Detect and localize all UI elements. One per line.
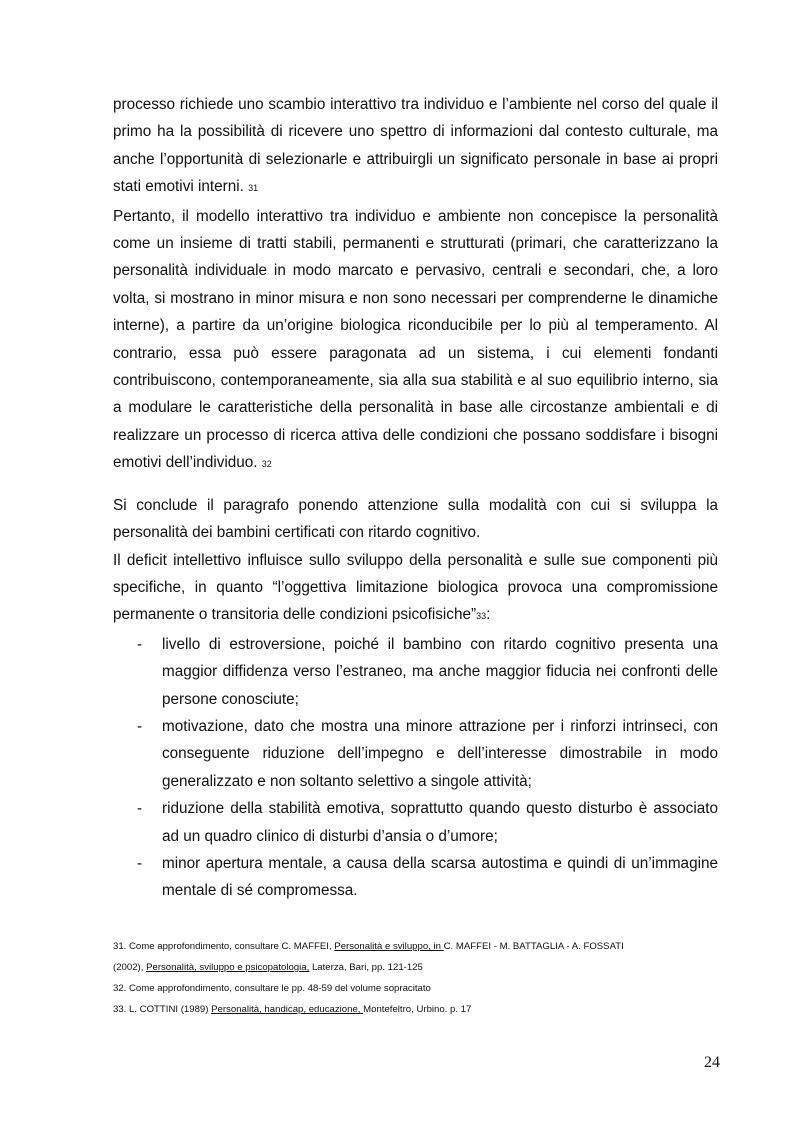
paragraph: Il deficit intellettivo influisce sullo sviluppo della personalità e sulle sue componenti più specifiche, in quanto “l’oggettiva limitazione biologica provoca una compromissione permanente o transitoria delle condizioni psicofisiche”33: bbox=[113, 551, 718, 624]
main-text bbox=[113, 91, 718, 905]
footnote-31-cont: (2002), Personalità, sviluppo e psicopatologia, Laterza, Bari, pp. 121-125 bbox=[113, 962, 423, 973]
footnote-31: 31. Come approfondimento, consultare C. MAFFEI, Personalità e sviluppo, in C. MAFFEI - M. BATTAGLIA - A. FOSSATI bbox=[113, 941, 624, 952]
bullet-dash: - bbox=[137, 717, 143, 735]
bullet-list bbox=[113, 631, 718, 905]
footnotes bbox=[113, 936, 723, 1020]
bullet-dash: - bbox=[137, 800, 143, 818]
bullet-dash: - bbox=[137, 854, 143, 872]
bullet-dash: - bbox=[137, 635, 143, 653]
footnote-ref: 32 bbox=[261, 459, 272, 470]
footnote-ref: 31 bbox=[248, 183, 259, 194]
page-number: 24 bbox=[704, 1054, 720, 1071]
list-item: - riduzione della stabilità emotiva, soprattutto quando questo disturbo è associato ad un quadro clinico di disturbi d’ansia o d’umore; bbox=[113, 795, 718, 850]
paragraph: processo richiede uno scambio interattivo tra individuo e l’ambiente nel corso del quale il primo ha la possibilità di ricevere uno spettro di informazioni dal contesto culturale, ma anche l’opportunità di selezionarle e attribuirgli un significato personale in base ai propri stati emotivi interni. 31 bbox=[113, 96, 718, 196]
footnote-32: 32. Come approfondimento, consultare le pp. 48-59 del volume sopracitato bbox=[113, 983, 431, 994]
list-item: - livello di estroversione, poiché il bambino con ritardo cognitivo presenta una maggior diffidenza verso l’estraneo, ma anche maggior fiducia nei confronti delle persone conosciute; bbox=[113, 631, 718, 713]
list-item: - motivazione, dato che mostra una minore attrazione per i rinforzi intrinseci, con conseguente riduzione dell’impegno e dell’interesse dimostrabile in modo generalizzato e non soltanto selettivo a singole attività; bbox=[113, 713, 718, 795]
footnote-33: 33. L. COTTINI (1989) Personalità, handicap, educazione, Montefeltro, Urbino. p. 17 bbox=[113, 1004, 472, 1015]
footnote-ref: 33 bbox=[476, 611, 487, 622]
paragraph: Pertanto, il modello interattivo tra individuo e ambiente non concepisce la personalità come un insieme di tratti stabili, permanenti e strutturati (primari, che caratterizzano la personalità individuale in modo marcato e pervasivo, centrali e secondari, che, a loro volta, si mostrano in minor misura e non sono necessari per comprenderne le dinamiche interne), a partire da un’origine biologica riconducibile per lo più al temperamento. Al contrario, essa può essere paragonata ad un sistema, i cui elementi fondanti contribuiscono, contemporaneamente, sia alla sua stabilità e al suo equilibrio interno, sia a modulare le caratteristiche della personalità in base alle circostanze ambientali e di realizzare un processo di ricerca attiva delle condizioni che possano soddisfare i bisogni emotivi dell’individuo. 32 bbox=[113, 207, 718, 472]
list-item: - minor apertura mentale, a causa della scarsa autostima e quindi di un’immagine mentale di sé compromessa. bbox=[113, 850, 718, 905]
paragraph: Si conclude il paragrafo ponendo attenzione sulla modalità con cui si sviluppa la personalità dei bambini certificati con ritardo cognitivo. bbox=[113, 496, 718, 542]
